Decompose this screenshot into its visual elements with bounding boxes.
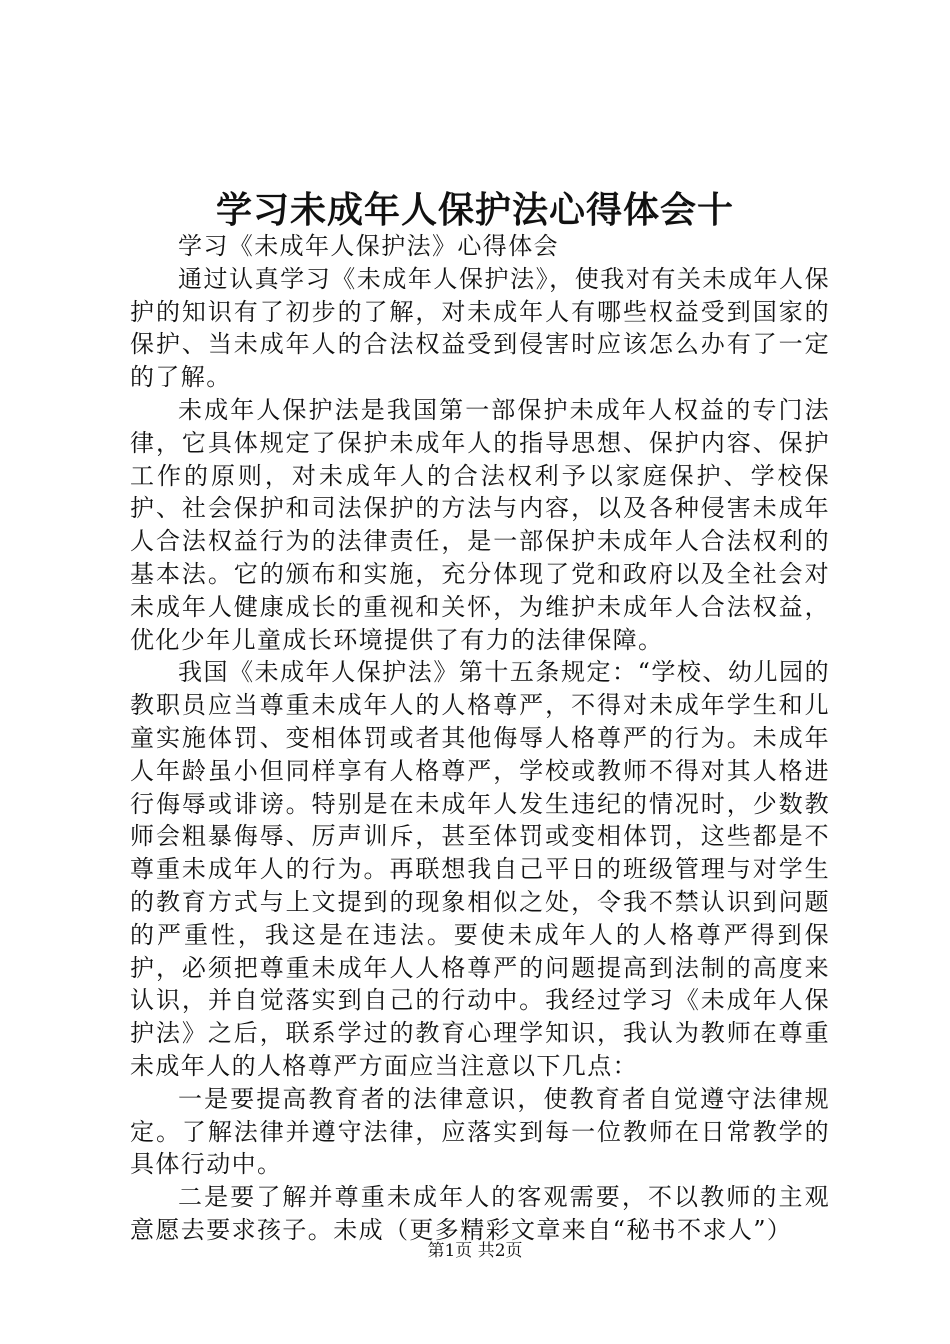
body-paragraph: 二是要了解并尊重未成年人的客观需要，不以教师的主观意愿去要求孩子。未成（更多精彩文章来自“秘书不求人”） bbox=[130, 1183, 830, 1244]
body-paragraph: 一是要提高教育者的法律意识，使教育者自觉遵守法律规定。了解法律并遵守法律，应落实到每一位教师在日常教学的具体行动中。 bbox=[130, 1084, 830, 1179]
body-paragraph: 通过认真学习《未成年人保护法》，使我对有关未成年人保护的知识有了初步的了解，对未成年人有哪些权益受到国家的保护、当未成年人的合法权益受到侵害时应该怎么办有了一定的了解。 bbox=[130, 264, 830, 392]
body-paragraph: 我国《未成年人保护法》第十五条规定：“学校、幼儿园的教职员应当尊重未成年人的人格尊严，不得对未成年学生和儿童实施体罚、变相体罚或者其他侮辱人格尊严的行为。未成年人年龄虽小但同样享有人格尊严，学校或教师不得对其人格进行侮辱或诽谤。特别是在未成年人发生违纪的情况时，少数教师会粗暴侮辱、厉声训斥，甚至体罚或变相体罚，这些都是不尊重未成年人的行为。再联想我自己平日的班级管理与对学生的教育方式与上文提到的现象相似之处，令我不禁认识到问题的严重性，我这是在违法。要使未成年人的人格尊严得到保护，必须把尊重未成年人人格尊严的问题提高到法制的高度来认识，并自觉落实到自己的行动中。我经过学习《未成年人保护法》之后，联系学过的教育心理学知识，我认为教师在尊重未成年人的人格尊严方面应当注意以下几点： bbox=[130, 658, 830, 1080]
page-number-footer: 第1页 共2页 bbox=[427, 1241, 523, 1261]
body-paragraph: 未成年人保护法是我国第一部保护未成年人权益的专门法律，它具体规定了保护未成年人的指导思想、保护内容、保护工作的原则，对未成年人的合法权利予以家庭保护、学校保护、社会保护和司法保护的方法与内容，以及各种侵害未成年人合法权益行为的法律责任，是一部保护未成年人合法权利的基本法。它的颁布和实施，充分体现了党和政府以及全社会对未成年人健康成长的重视和关怀，为维护未成年人合法权益，优化少年儿童成长环境提供了有力的法律保障。 bbox=[130, 395, 830, 654]
document-title: 学习未成年人保护法心得体会十 bbox=[215, 189, 734, 231]
subtitle-paragraph: 学习《未成年人保护法》心得体会 bbox=[178, 232, 559, 260]
document-body bbox=[130, 230, 830, 1247]
